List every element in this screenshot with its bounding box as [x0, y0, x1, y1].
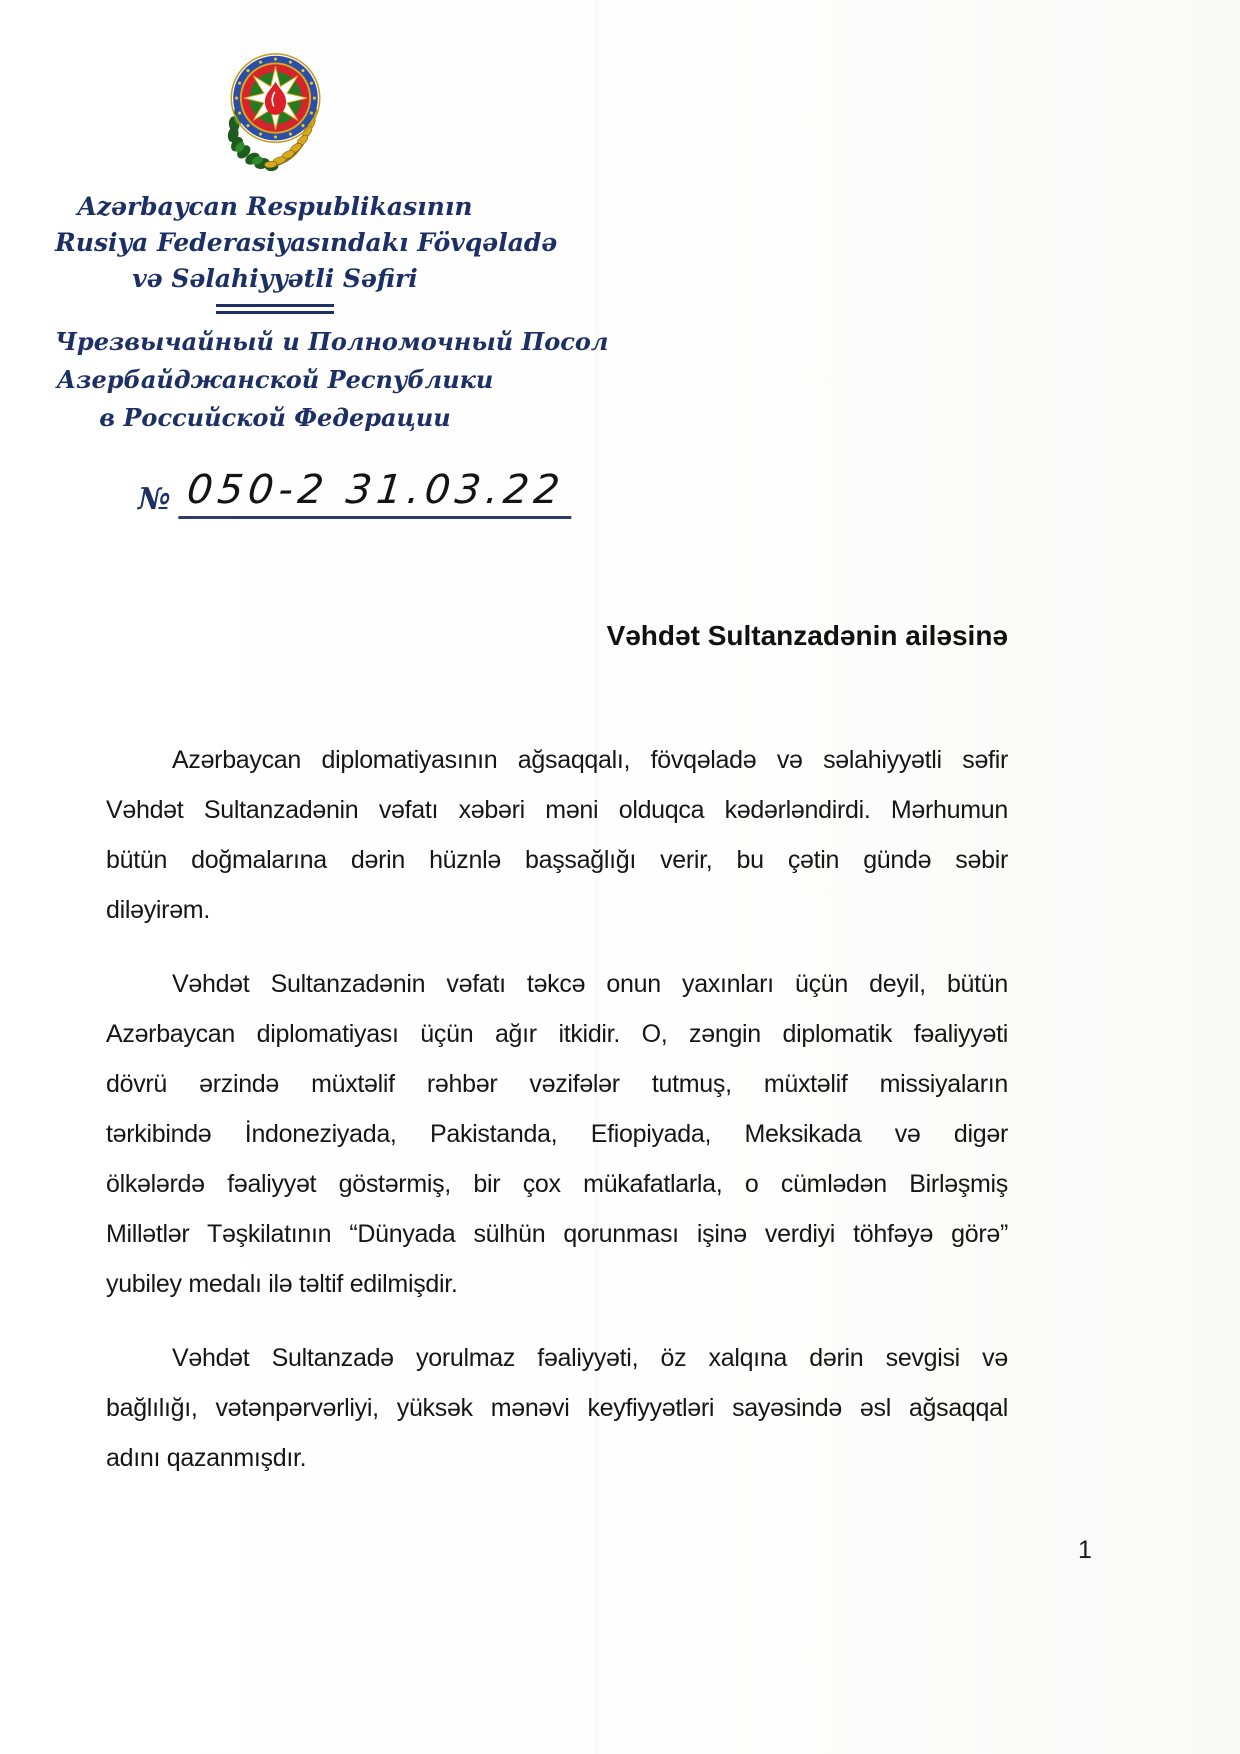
body-line: Azərbaycan diplomatiyası üçün ağır itkidir. O, zəngin diplomatik fəaliyyəti — [106, 1020, 1008, 1048]
paragraph-2 — [106, 959, 1008, 1309]
paragraph-3 — [106, 1333, 1008, 1483]
azerbaijan-emblem-icon — [208, 50, 343, 175]
body-line: Vəhdət Sultanzadə yorulmaz fəaliyyəti, öz xalqına dərin sevgisi və — [172, 1344, 1008, 1372]
body-line: Vəhdət Sultanzadənin vəfatı təkcə onun yaxınları üçün deyil, bütün — [172, 970, 1008, 998]
letterhead-ru-line-1: Чрезвычайный и Полномочный Посол — [55, 327, 609, 356]
body-line: Azərbaycan diplomatiyasının ağsaqqalı, fövqəladə və səlahiyyətli səfir — [172, 746, 1008, 774]
letter-body — [106, 735, 1008, 1507]
body-line: yubiley medalı ilə təltif edilmişdir. — [106, 1270, 458, 1298]
body-line: Millətlər Təşkilatının “Dünyada sülhün qorunması işinə verdiyi töhfəyə görə” — [106, 1220, 1008, 1248]
page-number: 1 — [1078, 1536, 1092, 1564]
body-line: dövrü ərzində müxtəlif rəhbər vəzifələr tutmuş, müxtəlif missiyaların — [106, 1070, 1008, 1098]
handwritten-reference-number: 050-2 31.03.22 — [178, 466, 577, 519]
letterhead-az-line-2: Rusiya Federasiyasındakı Fövqəladə — [55, 228, 558, 257]
body-line: diləyirəm. — [106, 896, 210, 924]
letterhead-az-line-3: və Səlahiyyətli Səfiri — [132, 264, 418, 293]
letterhead-ru-line-3: в Российской Федерации — [99, 403, 451, 432]
body-line: Vəhdət Sultanzadənin vəfatı xəbəri məni olduqca kədərləndirdi. Mərhumun — [106, 796, 1008, 824]
body-line: bütün doğmalarına dərin hüznlə başsağlığı verir, bu çətin gündə səbir — [106, 846, 1008, 874]
double-rule-separator — [216, 304, 334, 314]
paragraph-1 — [106, 735, 1008, 935]
body-line: adını qazanmışdır. — [106, 1444, 307, 1472]
salutation: Vəhdət Sultanzadənin ailəsinə — [606, 620, 1008, 651]
letterhead — [55, 50, 609, 437]
letterhead-az-line-1: Azərbaycan Respublikasının — [77, 192, 473, 221]
numero-sign: № — [138, 482, 171, 517]
reference-line — [138, 466, 574, 519]
body-line: bağlılığı, vətənpərvərliyi, yüksək mənəvi keyfiyyətləri sayəsində əsl ağsaqqal — [106, 1394, 1008, 1422]
body-line: tərkibində İndoneziyada, Pakistanda, Efiopiyada, Meksikada və digər — [106, 1120, 1008, 1148]
body-line: ölkələrdə fəaliyyət göstərmiş, bir çox mükafatlarla, o cümlədən Birləşmiş — [106, 1170, 1008, 1198]
letterhead-ru-line-2: Азербайджанской Республики — [56, 365, 494, 394]
